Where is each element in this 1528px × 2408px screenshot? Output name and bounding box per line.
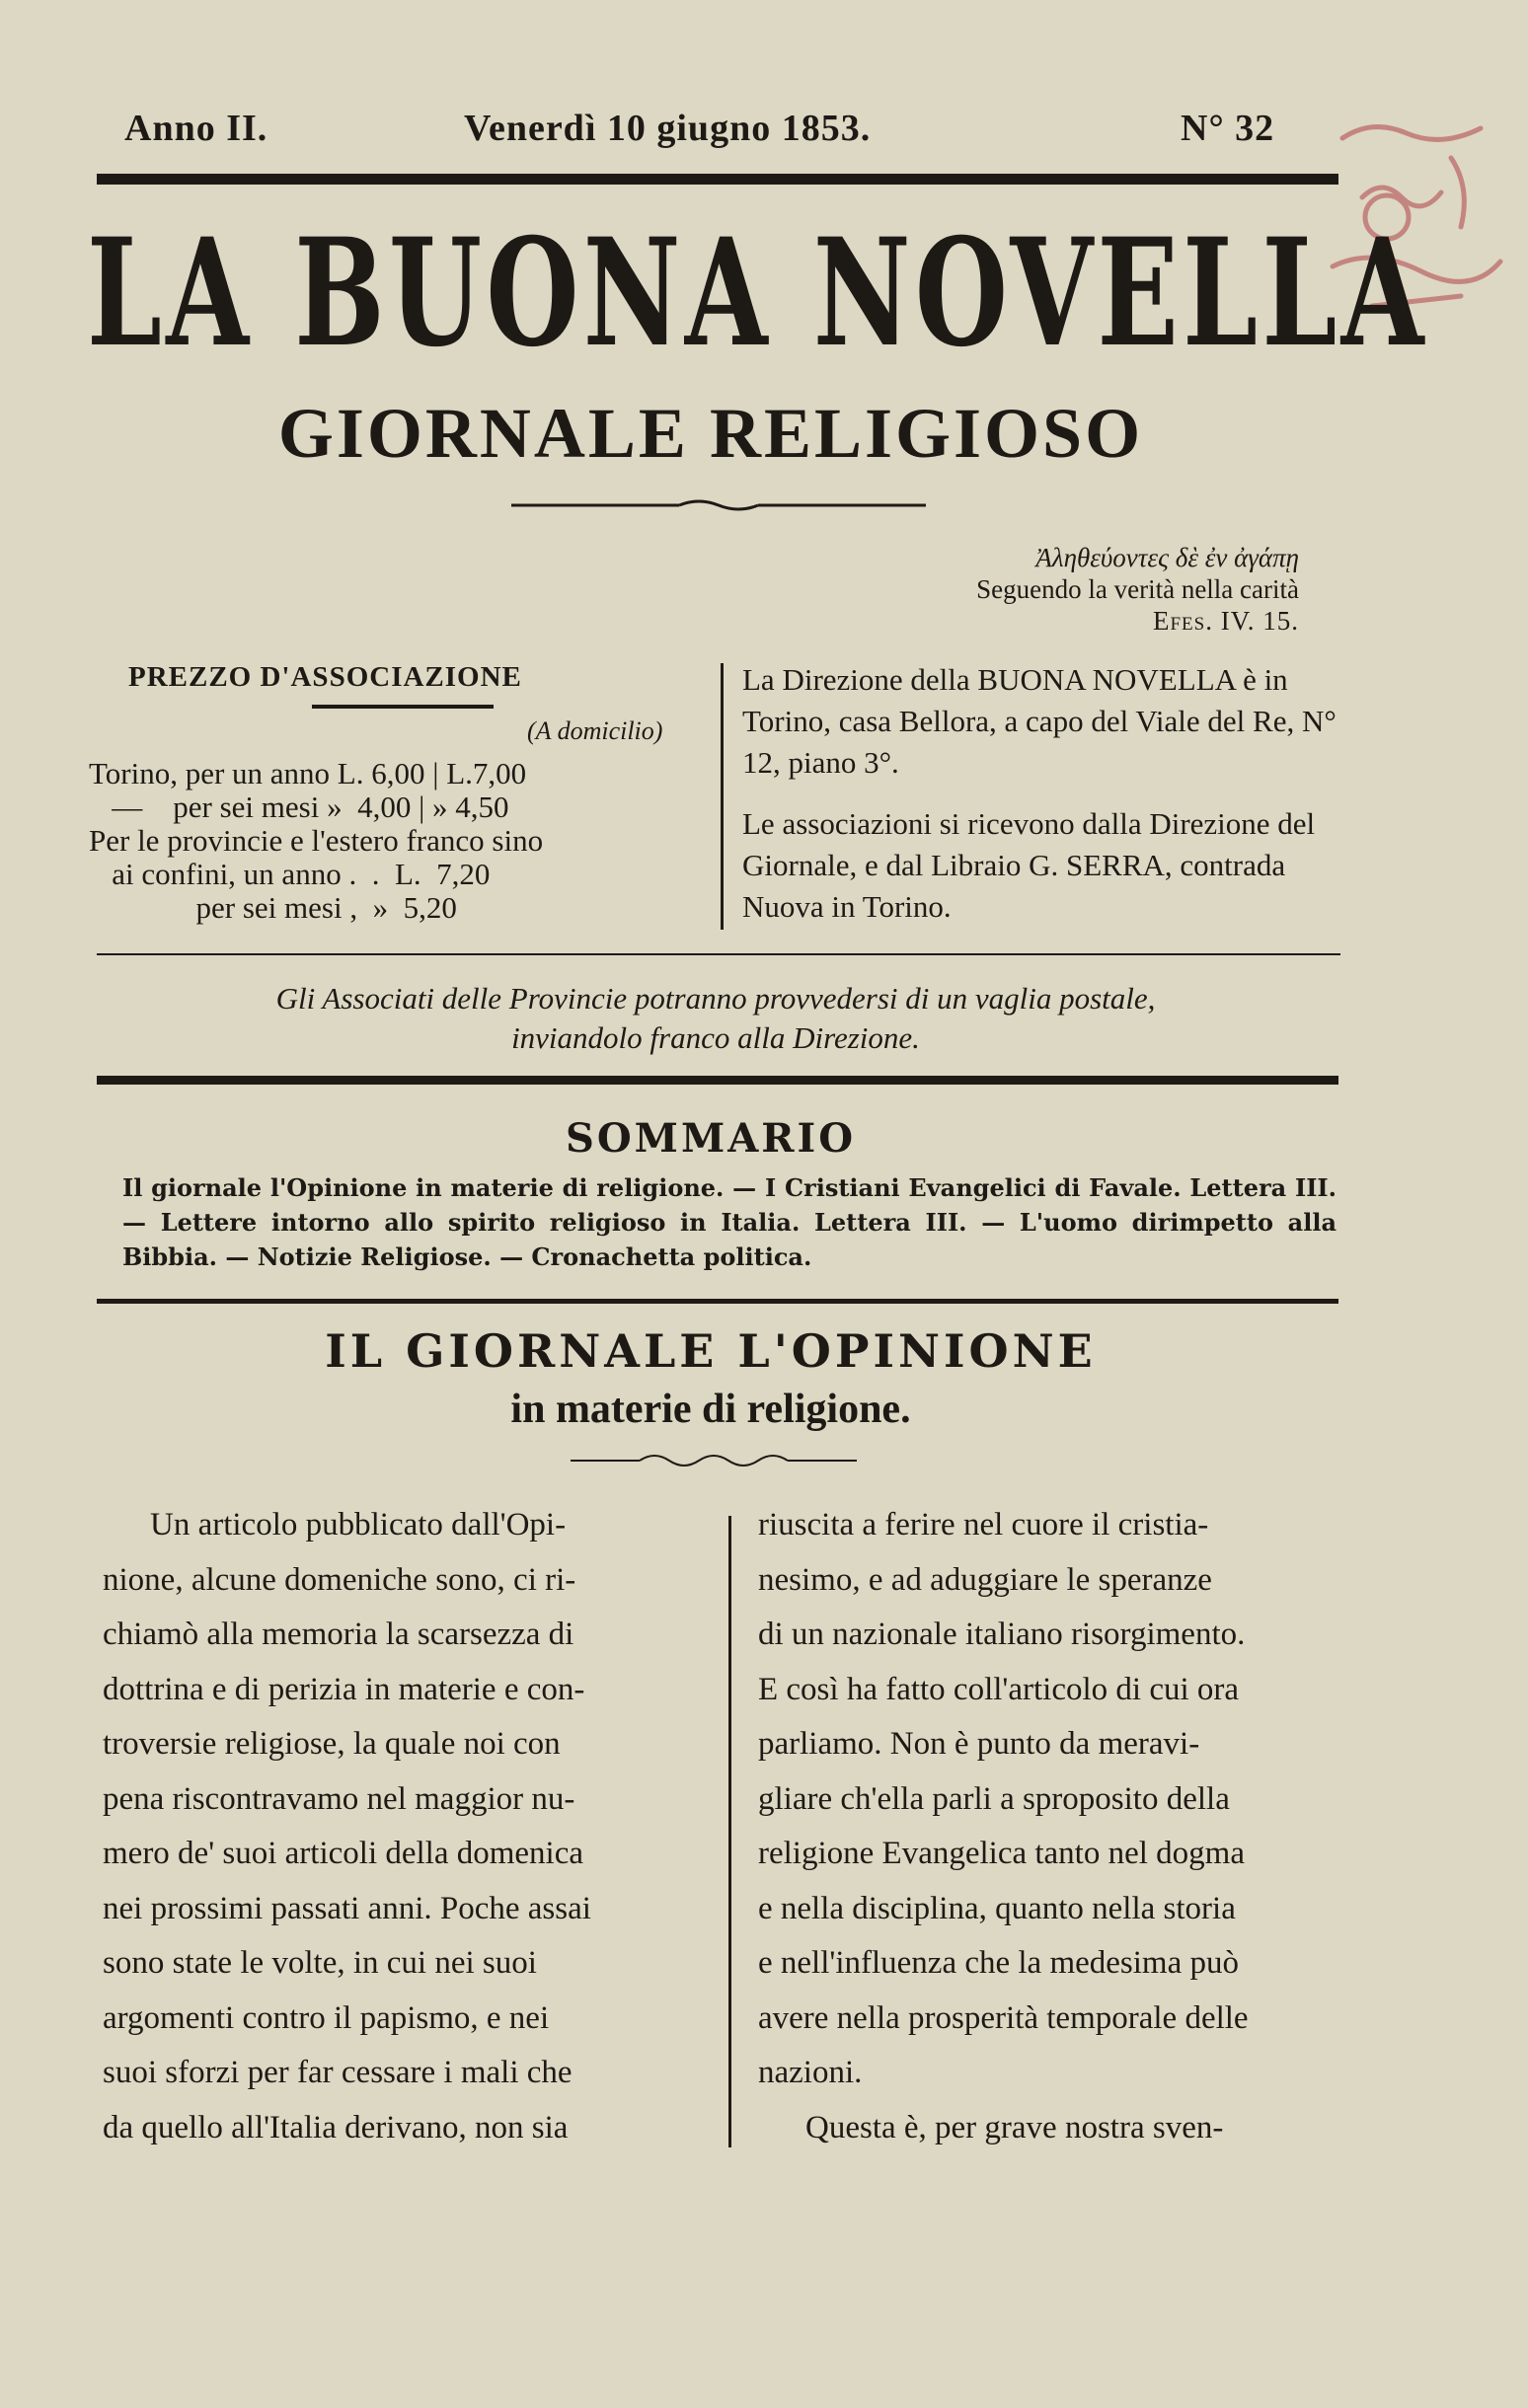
article-line: pena riscontravamo nel maggior nu- — [103, 1780, 575, 1817]
article-ornament-icon — [571, 1451, 857, 1470]
article-line: nei prossimi passati anni. Poche assai — [103, 1890, 591, 1926]
notice-rule-top — [97, 953, 1340, 955]
editorial-address: La Direzione della BUONA NOVELLA è in Torino, casa Bellora, a capo del Viale del Re, N° 12, piano 3°. — [742, 662, 1337, 780]
price-row: Per le provincie e l'estero franco sino — [89, 823, 544, 858]
article-line: nione, alcune domeniche sono, ci ri- — [103, 1561, 576, 1598]
article-line: suoi sforzi per far cessare i mali che — [103, 2055, 573, 2090]
masthead-subtitle: GIORNALE RELIGIOSO — [277, 394, 1144, 473]
column-divider — [721, 663, 724, 930]
article-line: riuscita a ferire nel cuore il cristia- — [758, 1507, 1209, 1543]
article-title: IL GIORNALE L'OPINIONE — [325, 1324, 1097, 1378]
article-line: sono state le volte, in cui nei suoi — [103, 1945, 537, 1981]
article-line: chiamò alla memoria la scarsezza di — [103, 1617, 574, 1652]
article-line: avere nella prosperità temporale delle — [758, 1999, 1249, 2036]
issue-date: Venerdì 10 giugno 1853. — [464, 108, 872, 149]
epigraph-reference: Efes. IV. 15. — [1153, 606, 1299, 636]
subscription-info: Le associazioni si ricevono dalla Direzione del Giornale, e dal Libraio G. SERRA, contrada Nuova in Torino. — [742, 806, 1316, 924]
article-line: Questa è, per grave nostra sven- — [805, 2109, 1224, 2145]
price-title-rule — [312, 705, 494, 709]
ornament-divider-icon — [511, 495, 926, 515]
article-subtitle: in materie di religione. — [510, 1387, 911, 1432]
issue-number: N° 32 — [1181, 108, 1275, 149]
article-line: Un articolo pubblicato dall'Opi- — [150, 1507, 567, 1543]
sommario-rule-top — [97, 1076, 1338, 1085]
article-line: e nella disciplina, quanto nella storia — [758, 1890, 1236, 1926]
article-line: nesimo, e ad aduggiare le speranze — [758, 1561, 1212, 1598]
postal-notice-line-2: inviandolo franco alla Direzione. — [511, 1020, 920, 1055]
price-row: Torino, per un anno L. 6,00 | L.7,00 — [89, 756, 527, 790]
masthead-title: LA BUONA NOVELLA — [87, 206, 1428, 380]
article-column-divider — [728, 1516, 731, 2147]
postal-notice-line-1: Gli Associati delle Provincie potranno provvedersi di un vaglia postale, — [275, 981, 1156, 1016]
epigraph-italian: Seguendo la verità nella carità — [976, 574, 1299, 604]
price-row: ai confini, un anno . . L. 7,20 — [89, 857, 491, 891]
header-rule — [97, 174, 1338, 185]
article-line: da quello all'Italia derivano, non sia — [103, 2109, 569, 2145]
article-line: argomenti contro il papismo, e nei — [103, 1999, 550, 2036]
postal-notice — [99, 979, 1333, 1058]
article-line: mero de' suoi articoli della domenica — [103, 1836, 584, 1871]
issue-year: Anno II. — [124, 108, 268, 149]
article-line: troversie religiose, la quale noi con — [103, 1726, 561, 1762]
summary-heading: SOMMARIO — [565, 1115, 857, 1162]
article-line: nazioni. — [758, 2055, 863, 2090]
article-column-right — [758, 1498, 1360, 2155]
summary-text: Il giornale l'Opinione in materie di religione. — I Cristiani Evangelici di Favale. Lettera III. — Lettere intorno allo spirito religioso in Italia. Lettera III. — L'uomo dirimpetto alla Bibbia. — Notizie Religiose. — Cronachetta politica. — [122, 1173, 1337, 1271]
article-line: dottrina e di perizia in materie e con- — [103, 1671, 585, 1707]
article-line: gliare ch'ella parli a sproposito della — [758, 1780, 1230, 1817]
home-delivery-label: (A domicilio) — [527, 716, 663, 745]
price-row: — per sei mesi » 4,00 | » 4,50 — [89, 790, 509, 824]
article-line: di un nazionale italiano risorgimento. — [758, 1617, 1246, 1652]
price-row: per sei mesi , » 5,20 — [89, 890, 457, 925]
article-column-left — [103, 1498, 695, 2155]
article-line: e nell'influenza che la medesima può — [758, 1945, 1239, 1981]
article-line: religione Evangelica tanto nel dogma — [758, 1836, 1245, 1871]
article-rule-top — [97, 1299, 1338, 1304]
epigraph-greek: Ἀληθεύοντες δὲ ἐν ἀγάπῃ — [1035, 543, 1299, 572]
article-line: E così ha fatto coll'articolo di cui ora — [758, 1671, 1240, 1707]
subscription-price-title: PREZZO D'ASSOCIAZIONE — [128, 661, 522, 693]
article-line: parliamo. Non è punto da meravi- — [758, 1726, 1200, 1762]
